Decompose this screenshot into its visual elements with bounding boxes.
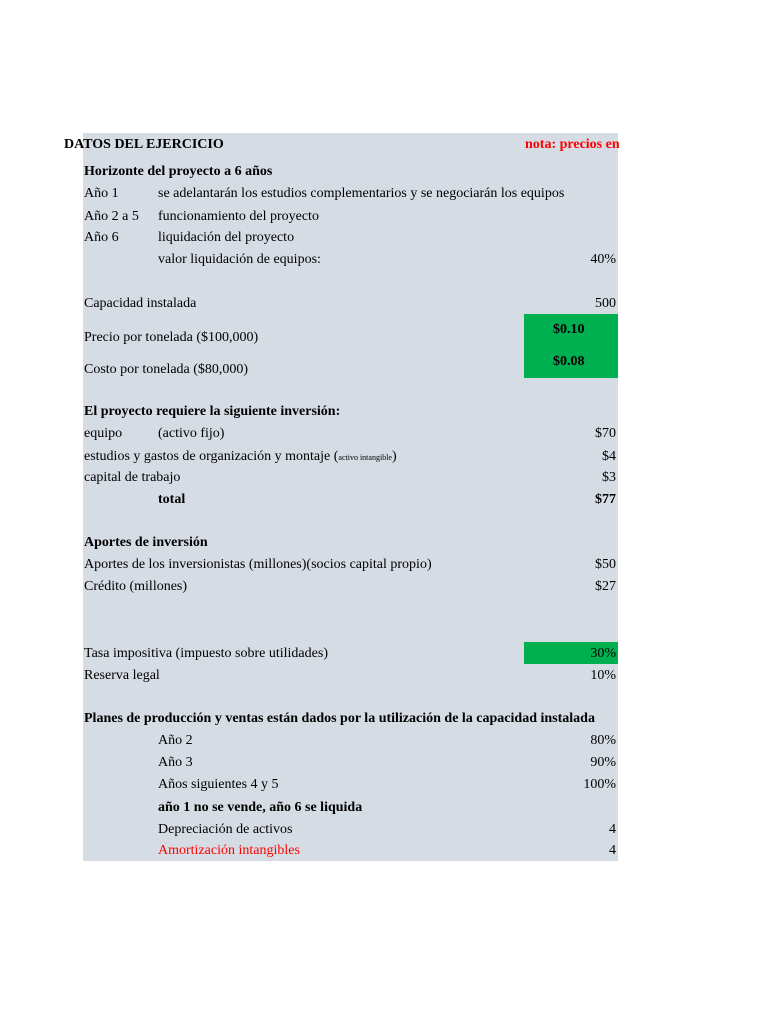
sheet-title: DATOS DEL EJERCICIO	[64, 137, 224, 152]
tax-rate-label: Tasa impositiva (impuesto sobre utilidades)	[84, 646, 328, 661]
year-2-5-desc: funcionamiento del proyecto	[158, 209, 319, 224]
contributions-title: Aportes de inversión	[84, 535, 208, 550]
price-label: Precio por tonelada ($100,000)	[84, 330, 259, 345]
studies-value: $4	[602, 449, 616, 464]
plan-year-2-label: Año 2	[158, 733, 193, 748]
credit-label: Crédito (millones)	[84, 579, 188, 594]
working-capital-value: $3	[602, 470, 616, 485]
liquidation-value: 40%	[590, 252, 616, 267]
studies-close: )	[391, 449, 397, 464]
amortization-label: Amortización intangibles	[158, 843, 300, 858]
legal-reserve-value: 10%	[590, 668, 616, 683]
year-6-label: Año 6	[84, 230, 119, 245]
depreciation-label: Depreciación de activos	[158, 822, 293, 837]
tax-rate-value: 30%	[590, 646, 616, 661]
studies-text: estudios y gastos de organización y montaje (	[84, 449, 339, 464]
working-capital-label: capital de trabajo	[84, 470, 181, 485]
investors-value: $50	[595, 557, 616, 572]
horizon-title: Horizonte del proyecto a 6 años	[84, 164, 273, 179]
year-1-label: Año 1	[84, 186, 119, 201]
credit-value: $27	[595, 579, 616, 594]
cost-label: Costo por tonelada ($80,000)	[84, 362, 249, 377]
amortization-value: 4	[609, 843, 616, 858]
equipment-label: equipo	[84, 426, 123, 441]
equipment-value: $70	[595, 426, 616, 441]
depreciation-value: 4	[609, 822, 616, 837]
plan-year-3-label: Año 3	[158, 755, 193, 770]
sales-note: año 1 no se vende, año 6 se liquida	[158, 800, 363, 815]
liquidation-label: valor liquidación de equipos:	[158, 252, 321, 267]
intangible-asset-note: activo intangible	[338, 453, 392, 462]
equipment-desc: (activo fijo)	[158, 426, 225, 441]
plan-years-4-5-label: Años siguientes 4 y 5	[158, 777, 279, 792]
price-value: $0.10	[553, 322, 585, 337]
investment-title: El proyecto requiere la siguiente inversión:	[84, 404, 341, 419]
cost-value: $0.08	[553, 354, 585, 369]
legal-reserve-label: Reserva legal	[84, 668, 160, 683]
year-1-desc: se adelantarán los estudios complementarios y se negociarán los equipos	[158, 186, 565, 201]
year-6-desc: liquidación del proyecto	[158, 230, 295, 245]
total-value: $77	[595, 492, 616, 507]
year-2-5-label: Año 2 a 5	[84, 209, 139, 224]
capacity-label: Capacidad instalada	[84, 296, 197, 311]
production-plans-title: Planes de producción y ventas están dados por la utilización de la capacidad instalada	[84, 711, 595, 726]
investors-label: Aportes de los inversionistas (millones)(socios capital propio)	[84, 557, 432, 572]
total-label: total	[158, 492, 186, 507]
capacity-value: 500	[595, 296, 616, 311]
price-note: nota: precios en	[525, 137, 620, 152]
plan-years-4-5-value: 100%	[583, 777, 616, 792]
plan-year-3-value: 90%	[590, 755, 616, 770]
studies-label	[84, 449, 397, 466]
plan-year-2-value: 80%	[590, 733, 616, 748]
